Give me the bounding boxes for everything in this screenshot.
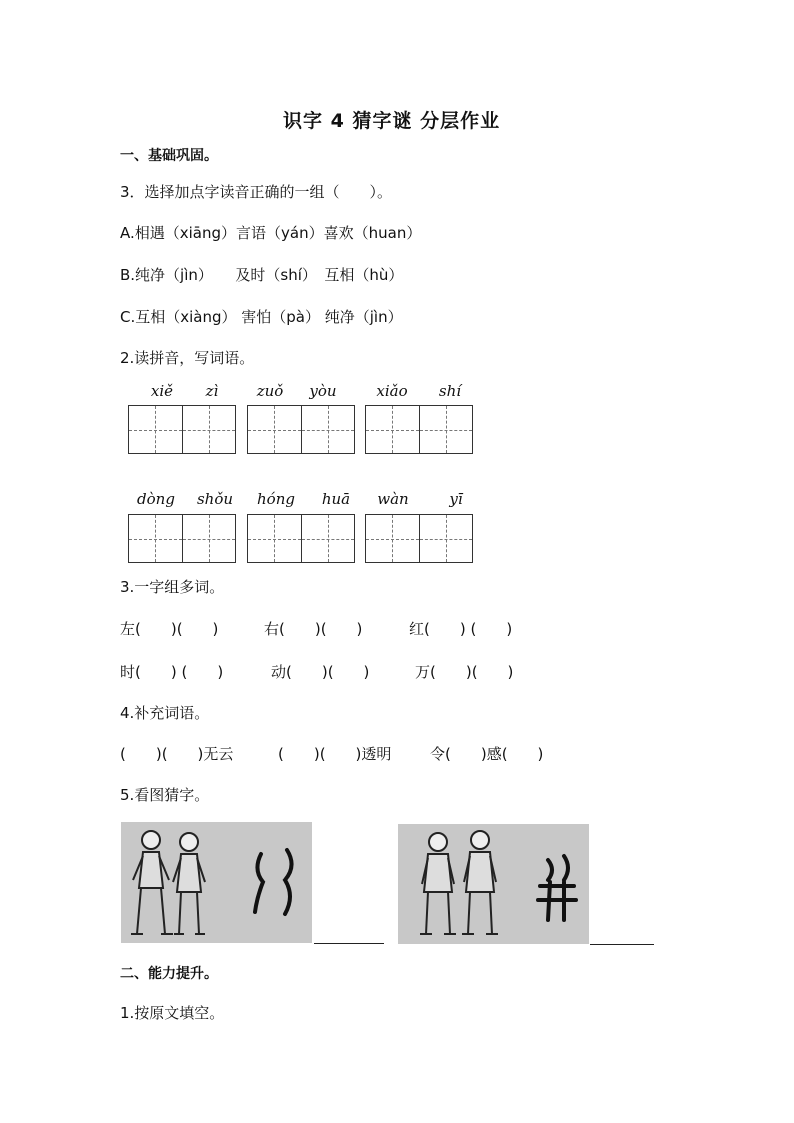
word-group-item: 红( ) ( ) bbox=[409, 620, 513, 638]
q5-stem: 5.看图猜字。 bbox=[120, 786, 210, 804]
riddle-picture-bing bbox=[398, 824, 589, 944]
pinyin: yòu bbox=[309, 382, 337, 400]
word-group-item: 万( )( ) bbox=[415, 663, 514, 681]
q3-option-b: B.纯净（jìn） 及时（shí） 互相（hù） bbox=[120, 266, 404, 284]
word-group-item: 时( ) ( ) bbox=[120, 663, 224, 681]
pinyin: xiě bbox=[150, 382, 174, 400]
two-people-icon bbox=[121, 822, 312, 943]
pinyin: huā bbox=[321, 490, 351, 508]
q3b-stem: 3.一字组多词。 bbox=[120, 578, 225, 596]
word-group-item: 动( )( ) bbox=[271, 663, 370, 681]
tianzige-box[interactable] bbox=[128, 514, 236, 563]
pinyin: shí bbox=[438, 382, 462, 400]
pinyin: shǒu bbox=[196, 490, 234, 508]
word-group-item: 右( )( ) bbox=[264, 620, 363, 638]
tianzige-box[interactable] bbox=[128, 405, 236, 454]
tianzige-box[interactable] bbox=[365, 405, 473, 454]
riddle-picture-cong bbox=[121, 822, 312, 943]
section2-q1: 1.按原文填空。 bbox=[120, 1004, 225, 1022]
pinyin: xiǎo bbox=[376, 382, 408, 400]
q3-option-c: C.互相（xiàng） 害怕（pà） 纯净（jìn） bbox=[120, 308, 403, 326]
q4-stem: 4.补充词语。 bbox=[120, 704, 210, 722]
two-people-icon bbox=[398, 824, 589, 944]
pinyin: wàn bbox=[377, 490, 409, 508]
q2-stem: 2.读拼音，写词语。 bbox=[120, 349, 255, 367]
pinyin: yī bbox=[449, 490, 463, 508]
q3-stem: 3．选择加点字读音正确的一组（ ）。 bbox=[120, 183, 393, 201]
pinyin: dòng bbox=[137, 490, 175, 508]
answer-blank-1[interactable] bbox=[314, 942, 384, 944]
tianzige-box[interactable] bbox=[247, 405, 355, 454]
answer-blank-2[interactable] bbox=[590, 943, 654, 945]
section-heading-advanced: 二、能力提升。 bbox=[120, 966, 218, 982]
q3-option-a: A.相遇（xiāng）言语（yán）喜欢（huan） bbox=[120, 224, 422, 242]
idiom-item: 令( )感( ) bbox=[430, 745, 544, 763]
section-heading-basic: 一、基础巩固。 bbox=[120, 148, 218, 164]
page-title: 识字 4 猜字谜 分层作业 bbox=[283, 110, 501, 132]
word-group-item: 左( )( ) bbox=[120, 620, 219, 638]
tianzige-box[interactable] bbox=[247, 514, 355, 563]
idiom-item: ( )( )透明 bbox=[278, 745, 392, 763]
tianzige-box[interactable] bbox=[365, 514, 473, 563]
idiom-item: ( )( )无云 bbox=[120, 745, 234, 763]
pinyin: zì bbox=[205, 382, 219, 400]
pinyin: hóng bbox=[257, 490, 295, 508]
pinyin: zuǒ bbox=[256, 382, 284, 400]
